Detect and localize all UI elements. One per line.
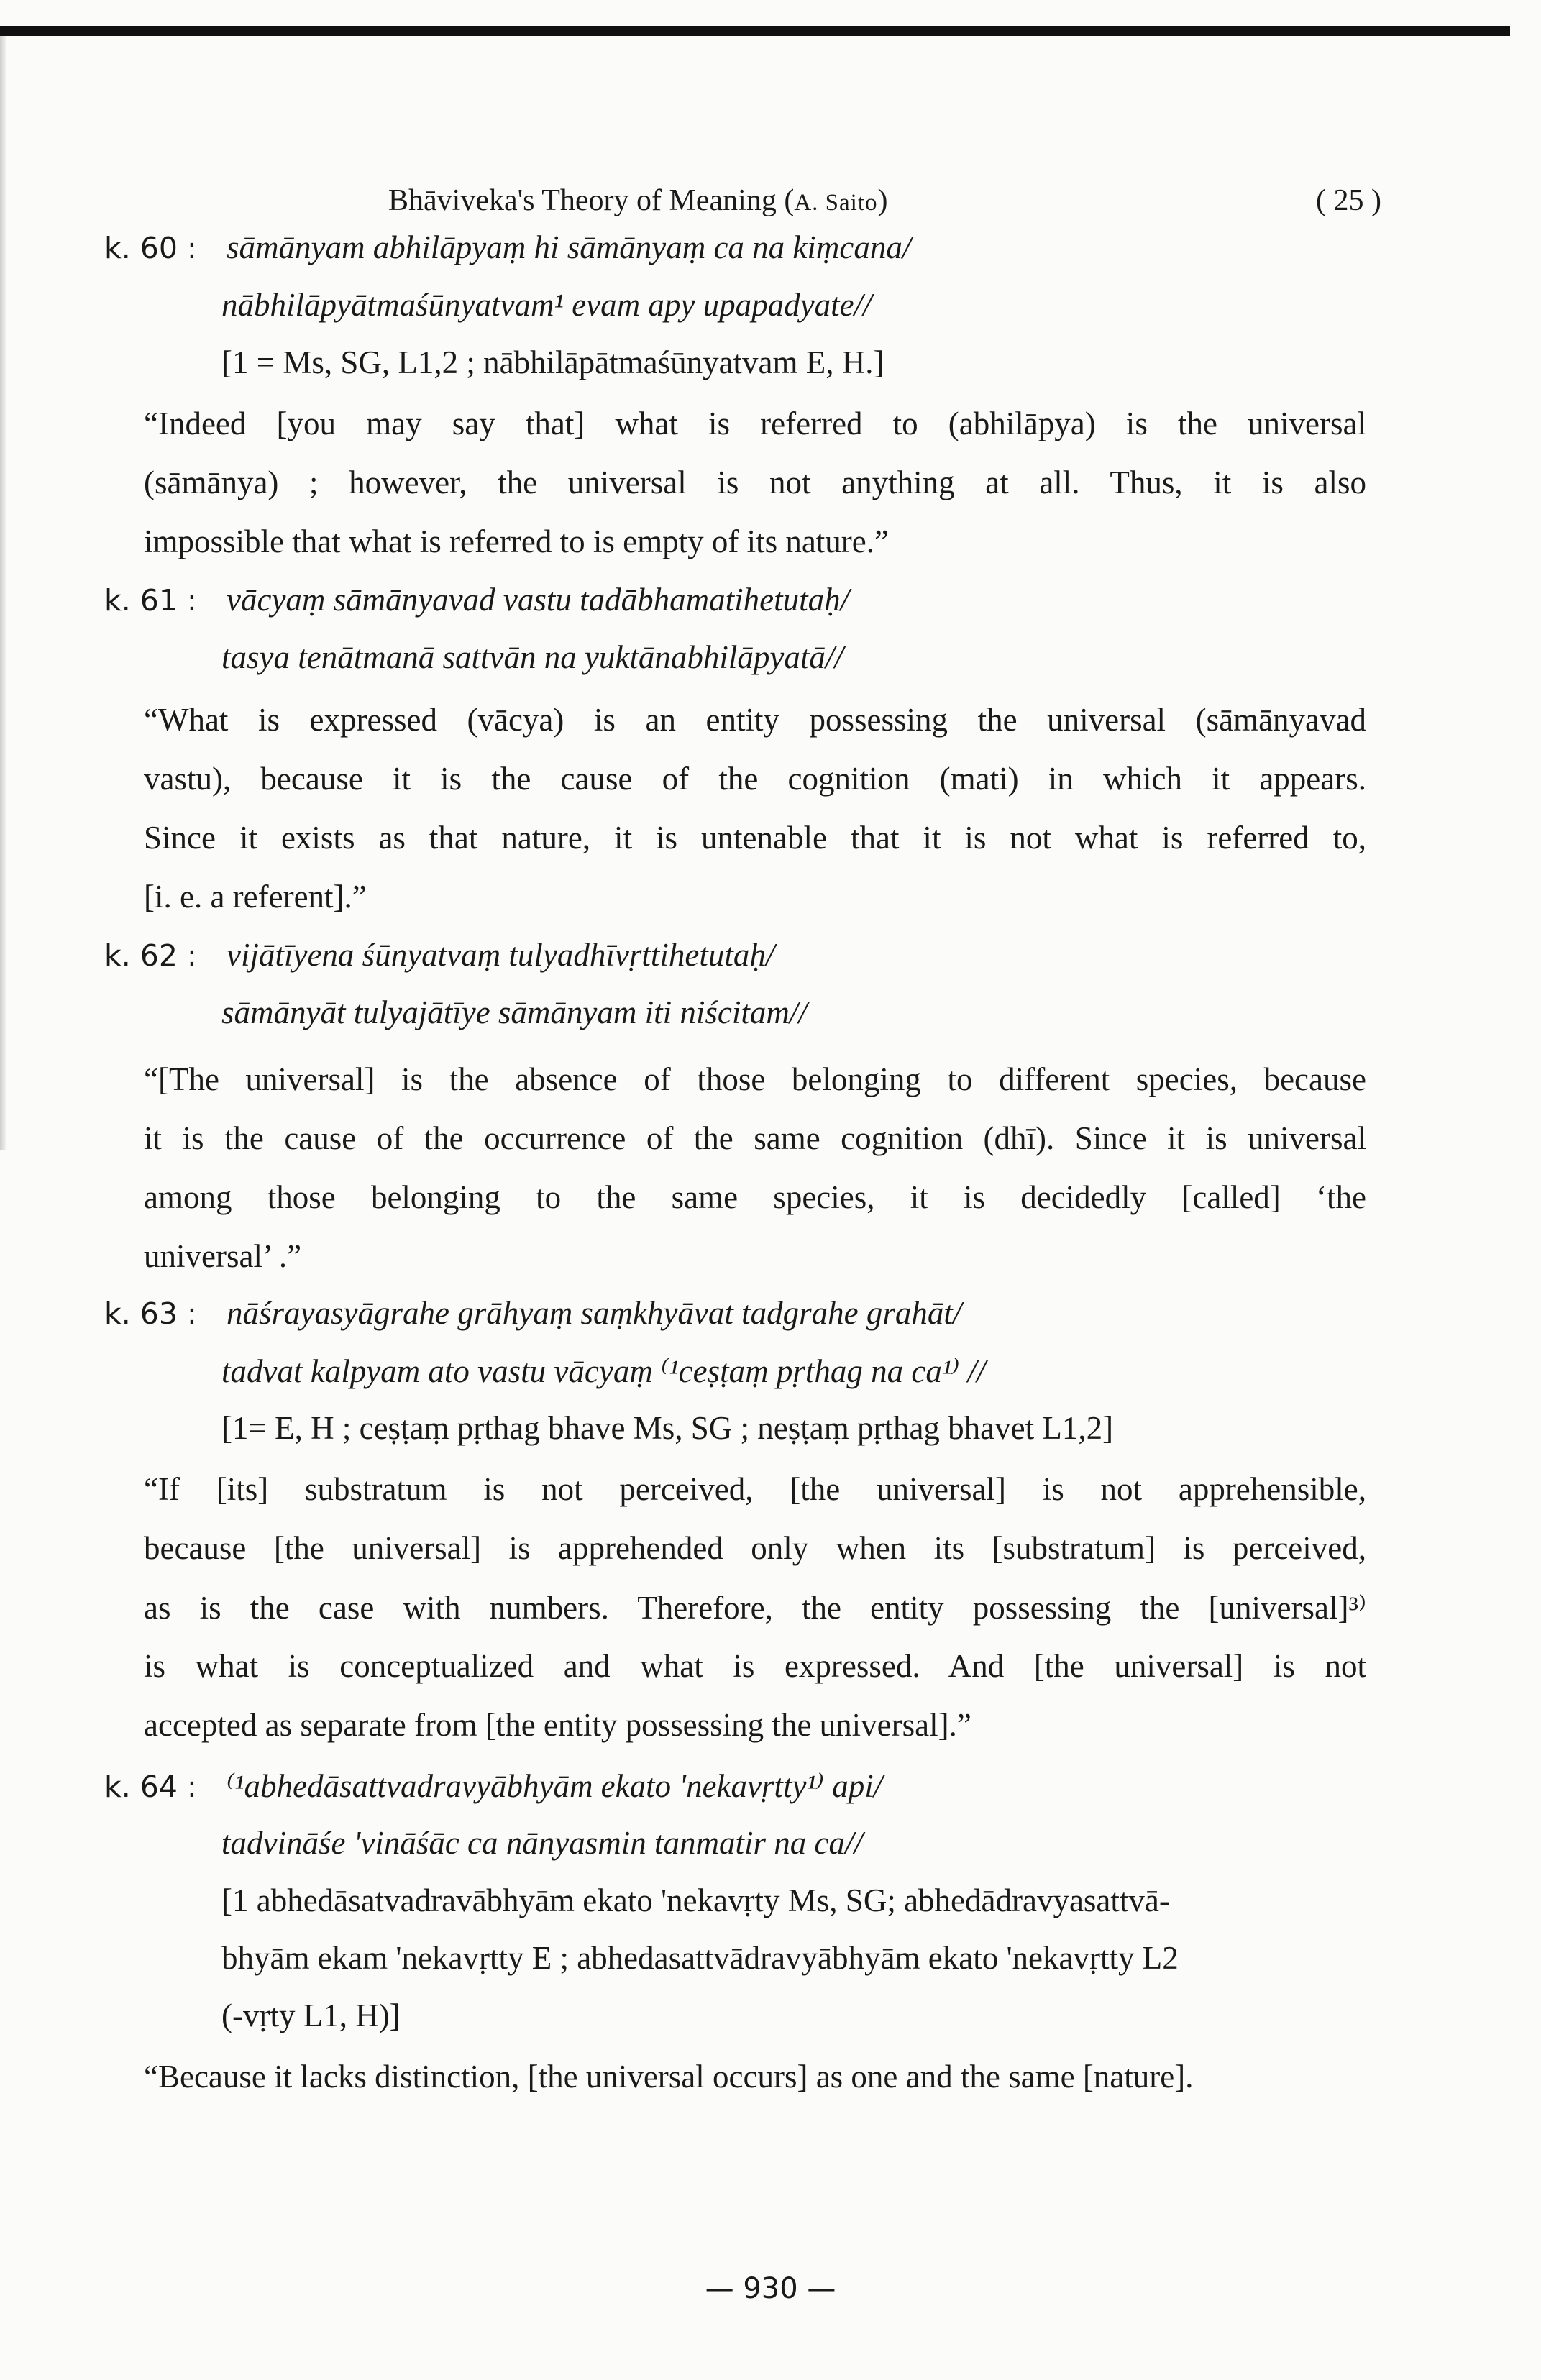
verse-line: k. 61 : vācyaṃ sāmānyavad vastu tadābhamatihetutaḥ/: [104, 582, 850, 618]
verse-line: k. 63 : nāśrayasyāgrahe grāhyaṃ saṃkhyāvat tadgrahe grahāt/: [104, 1295, 962, 1331]
verse-line: k. 60 : sāmānyam abhilāpyaṃ hi sāmānyaṃ ca na kiṃcana/: [104, 229, 912, 265]
translation-line: (sāmānya) ; however, the universal is not anything at all. Thus, it is also: [144, 464, 1366, 500]
translation-line: Since it exists as that nature, it is untenable that it is not what is referred to,: [144, 820, 1366, 856]
translation-line: among those belonging to the same species, it is decidedly [called] ‘the: [144, 1179, 1366, 1215]
translation-line: is what is conceptualized and what is expressed. And [the universal] is not: [144, 1648, 1366, 1684]
top-rule: [0, 26, 1510, 36]
translation-line: vastu), because it is the cause of the cognition (mati) in which it appears.: [144, 761, 1366, 797]
verse-label: k. 62 :: [104, 938, 197, 973]
verse-line: k. 62 : vijātīyena śūnyatvaṃ tulyadhīvṛttihetutaḥ/: [104, 937, 775, 973]
translation-line: accepted as separate from [the entity possessing the universal].”: [144, 1707, 971, 1743]
translation-line: “If [its] substratum is not perceived, [the universal] is not apprehensible,: [144, 1471, 1366, 1507]
running-header: [0, 183, 1541, 226]
translation-line: universal’ .”: [144, 1238, 302, 1274]
verse-label: k. 61 :: [104, 583, 197, 618]
translation-line: impossible that what is referred to is empty of its nature.”: [144, 523, 889, 559]
textual-note: bhyām ekam 'nekavṛtty E ; abhedasattvādravyābhyām ekato 'nekavṛtty L2: [221, 1940, 1179, 1976]
translation-line: [i. e. a referent].”: [144, 879, 367, 915]
page-label: ( 25 ): [1316, 184, 1381, 217]
page-footer: [0, 2272, 1541, 2305]
verse-line: sāmānyāt tulyajātīye sāmānyam iti niścitam//: [221, 994, 808, 1030]
textual-note: (-vṛty L1, H)]: [221, 1997, 401, 2033]
translation-line: as is the case with numbers. Therefore, the entity possessing the [universal]³⁾: [144, 1590, 1366, 1626]
page-number: — 930 —: [705, 2272, 836, 2305]
textual-note: [1= E, H ; ceṣṭaṃ pṛthag bhave Ms, SG ; neṣṭaṃ pṛthag bhavet L1,2]: [221, 1410, 1114, 1446]
verse-line: nābhilāpyātmaśūnyatvam¹ evam apy upapadyate//: [221, 287, 872, 323]
verse-line: tadvat kalpyam ato vastu vācyaṃ ⁽¹ceṣṭaṃ pṛthag na ca¹⁾ //: [221, 1353, 986, 1389]
textual-note: [1 = Ms, SG, L1,2 ; nābhilāpātmaśūnyatvam E, H.]: [221, 344, 884, 380]
running-title: Bhāviveka's Theory of Meaning (A. Saito): [388, 184, 888, 217]
verse-line: tadvināśe 'vināśāc ca nānyasmin tanmatir na ca//: [221, 1825, 864, 1861]
translation-line: “Indeed [you may say that] what is referred to (abhilāpya) is the universal: [144, 406, 1366, 441]
verse-label: k. 64 :: [104, 1770, 197, 1804]
translation-line: because [the universal] is apprehended only when its [substratum] is perceived,: [144, 1530, 1366, 1566]
verse-line: tasya tenātmanā sattvān na yuktānabhilāpyatā//: [221, 639, 843, 675]
translation-line: “What is expressed (vācya) is an entity possessing the universal (sāmānyavad: [144, 702, 1366, 738]
author-name: A. Saito: [794, 190, 878, 216]
translation-line: “Because it lacks distinction, [the universal occurs] as one and the same [nature].: [144, 2059, 1194, 2095]
translation-line: it is the cause of the occurrence of the same cognition (dhī). Since it is universal: [144, 1120, 1366, 1156]
verse-label: k. 60 :: [104, 231, 197, 265]
textual-note: [1 abhedāsatvadravābhyām ekato 'nekavṛty Ms, SG; abhedādravyasattvā-: [221, 1882, 1170, 1918]
verse-line: k. 64 : ⁽¹abhedāsattvadravyābhyām ekato 'nekavṛtty¹⁾ api/: [104, 1768, 883, 1804]
verse-label: k. 63 :: [104, 1296, 197, 1331]
translation-line: “[The universal] is the absence of those belonging to different species, because: [144, 1061, 1366, 1097]
